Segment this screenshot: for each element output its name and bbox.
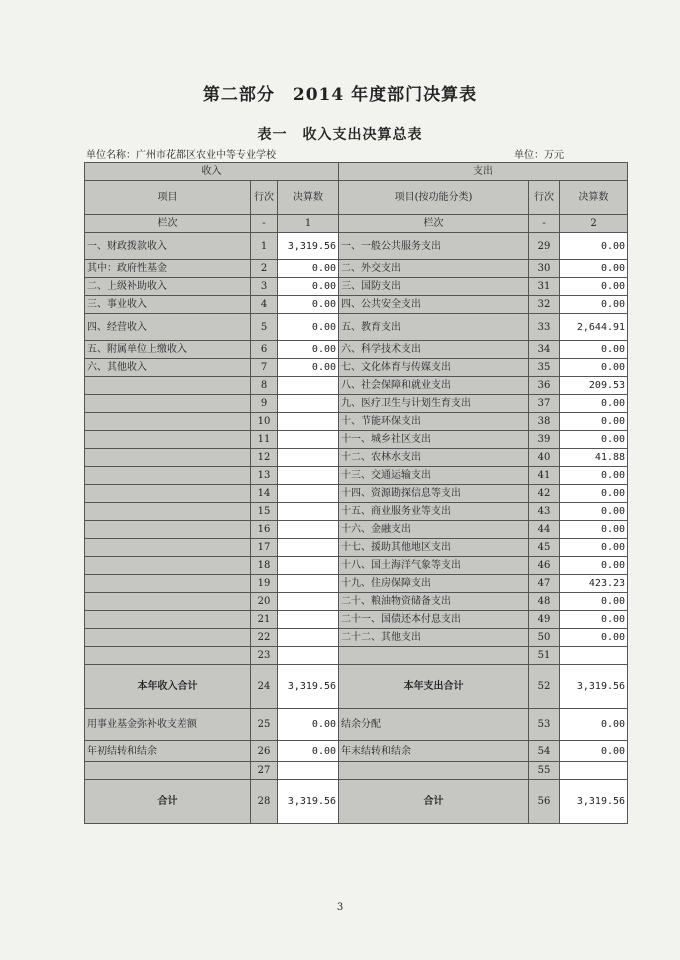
surplus-distribution-value: 0.00 [560,709,628,741]
grand-total-income-value: 3,319.56 [278,780,339,824]
header-row-col-labels [85,215,628,233]
income-item [85,449,251,467]
expense-item [339,647,529,665]
expense-value: 2,644.91 [560,314,628,341]
income-row-no: 14 [251,485,278,503]
blank-row-27 [85,762,628,780]
expense-item: 二、外交支出 [339,260,529,278]
row-no-54: 54 [529,741,560,762]
income-value: 0.00 [278,341,339,359]
expense-row-no: 32 [529,296,560,314]
expense-item: 二十、粮油物资储备支出 [339,593,529,611]
expense-row-no: 51 [529,647,560,665]
year-income-total-label: 本年收入合计 [85,665,251,709]
income-row-no: 1 [251,233,278,260]
expense-value: 0.00 [560,413,628,431]
expense-value: 41.88 [560,449,628,467]
income-amount-header: 决算数 [278,181,339,215]
table-row [85,377,628,395]
expense-value [560,647,628,665]
expense-item: 二十二、其他支出 [339,629,529,647]
income-row-no: 2 [251,260,278,278]
total-row-year [85,665,628,709]
table-title: 表一 收入支出决算总表 [257,127,423,143]
fund-offset-row [85,709,628,741]
expense-item: 十五、商业服务业等支出 [339,503,529,521]
expense-row-no: 47 [529,575,560,593]
income-item: 五、附属单位上缴收入 [85,341,251,359]
expense-item: 十三、交通运输支出 [339,467,529,485]
table-row [85,413,628,431]
income-value [278,377,339,395]
income-item [85,647,251,665]
income-item [85,377,251,395]
expense-value: 0.00 [560,611,628,629]
income-value [278,485,339,503]
income-row-no: 7 [251,359,278,377]
table-row [85,278,628,296]
year-expense-total-value: 3,319.56 [560,665,628,709]
income-header: 收入 [85,163,339,181]
table-row [85,260,628,278]
expense-item: 十二、农林水支出 [339,449,529,467]
table-row [85,485,628,503]
income-row-no: 20 [251,593,278,611]
expense-value: 0.00 [560,629,628,647]
expense-row-no: 48 [529,593,560,611]
expense-value: 0.00 [560,485,628,503]
row-no-56: 56 [529,780,560,824]
income-item [85,539,251,557]
expense-row-no: 35 [529,359,560,377]
table-row [85,647,628,665]
unit-line [86,146,626,160]
expense-col-number: 2 [560,215,628,233]
table-row [85,467,628,485]
table-row [85,431,628,449]
expense-row-no: 31 [529,278,560,296]
expense-item: 十八、国土海洋气象等支出 [339,557,529,575]
expense-row-no: 30 [529,260,560,278]
row-no-24: 24 [251,665,278,709]
blank-value [560,762,628,780]
income-expense-table [84,162,628,824]
income-item [85,413,251,431]
income-item [85,395,251,413]
fund-offset-label: 用事业基金弥补收支差额 [85,709,251,741]
expense-col-label: 栏次 [339,215,529,233]
expense-value: 0.00 [560,359,628,377]
table-row [85,296,628,314]
income-value [278,539,339,557]
table-row [85,359,628,377]
income-item: 四、经营收入 [85,314,251,341]
table-row [85,503,628,521]
income-value: 0.00 [278,296,339,314]
expense-col-dash: - [529,215,560,233]
expense-value: 0.00 [560,593,628,611]
income-item: 一、财政拨款收入 [85,233,251,260]
income-value: 0.00 [278,359,339,377]
income-row-no: 3 [251,278,278,296]
income-item: 其中：政府性基金 [85,260,251,278]
income-row-no: 13 [251,467,278,485]
income-item [85,557,251,575]
begin-carry-label: 年初结转和结余 [85,741,251,762]
table-row [85,233,628,260]
expense-item: 十一、城乡社区支出 [339,431,529,449]
table-row [85,593,628,611]
carry-over-row [85,741,628,762]
table-row [85,341,628,359]
expense-item: 十九、住房保障支出 [339,575,529,593]
expense-item: 六、科学技术支出 [339,341,529,359]
income-value: 3,319.56 [278,233,339,260]
expense-row-no: 29 [529,233,560,260]
expense-item: 十、节能环保支出 [339,413,529,431]
income-item [85,485,251,503]
header-row-columns [85,181,628,215]
income-row-no: 16 [251,521,278,539]
expense-row-no: 39 [529,431,560,449]
income-row-no: 18 [251,557,278,575]
expense-row-no: 50 [529,629,560,647]
income-item: 六、其他收入 [85,359,251,377]
expense-item-header: 项目(按功能分类) [339,181,529,215]
income-value [278,431,339,449]
income-col-label: 栏次 [85,215,251,233]
expense-row-no: 33 [529,314,560,341]
expense-row-no: 42 [529,485,560,503]
end-carry-label: 年末结转和结余 [339,741,529,762]
expense-header: 支出 [339,163,628,181]
income-col-dash: - [251,215,278,233]
table-row [85,575,628,593]
income-value [278,503,339,521]
income-value [278,557,339,575]
unit-label: 单位：万元 [514,150,564,161]
income-item [85,575,251,593]
expense-value: 0.00 [560,260,628,278]
expense-item: 五、教育支出 [339,314,529,341]
income-row-no: 5 [251,314,278,341]
expense-row-no: 49 [529,611,560,629]
income-row-no: 17 [251,539,278,557]
expense-item: 一、一般公共服务支出 [339,233,529,260]
income-value [278,575,339,593]
expense-value: 0.00 [560,539,628,557]
expense-value: 0.00 [560,557,628,575]
income-item [85,521,251,539]
row-no-55: 55 [529,762,560,780]
end-carry-value: 0.00 [560,741,628,762]
expense-row-no: 44 [529,521,560,539]
expense-value: 0.00 [560,296,628,314]
table-row [85,629,628,647]
year-income-total-value: 3,319.56 [278,665,339,709]
table-row [85,539,628,557]
table-row [85,449,628,467]
page-number: 3 [336,902,344,913]
expense-row-no: 46 [529,557,560,575]
income-item: 二、上级补助收入 [85,278,251,296]
income-value [278,449,339,467]
grand-total-expense-label: 合计 [339,780,529,824]
year-expense-total-label: 本年支出合计 [339,665,529,709]
row-no-52: 52 [529,665,560,709]
page-title: 第二部分 2014 年度部门决算表 [202,85,478,105]
income-item [85,629,251,647]
expense-amount-header: 决算数 [560,181,628,215]
expense-row-no: 34 [529,341,560,359]
income-row-no: 23 [251,647,278,665]
income-item [85,467,251,485]
income-value [278,467,339,485]
expense-value: 0.00 [560,341,628,359]
income-value [278,647,339,665]
table-row [85,521,628,539]
income-row-no: 22 [251,629,278,647]
income-row-no-header: 行次 [251,181,278,215]
table-row [85,557,628,575]
fund-offset-value: 0.00 [278,709,339,741]
blank-cell [85,762,251,780]
income-value [278,521,339,539]
grand-total-expense-value: 3,319.56 [560,780,628,824]
expense-value: 423.23 [560,575,628,593]
expense-value: 0.00 [560,278,628,296]
income-value: 0.00 [278,314,339,341]
income-item [85,431,251,449]
blank-cell [339,762,529,780]
expense-row-no: 41 [529,467,560,485]
expense-value: 0.00 [560,467,628,485]
income-item-header: 项目 [85,181,251,215]
income-value [278,593,339,611]
unit-name: 单位名称：广州市花都区农业中等专业学校 [86,150,276,161]
expense-row-no: 36 [529,377,560,395]
expense-value: 209.53 [560,377,628,395]
income-row-no: 4 [251,296,278,314]
expense-item: 十六、金融支出 [339,521,529,539]
income-value [278,629,339,647]
row-no-26: 26 [251,741,278,762]
income-item [85,611,251,629]
income-row-no: 10 [251,413,278,431]
row-no-28: 28 [251,780,278,824]
expense-value: 0.00 [560,431,628,449]
expense-value: 0.00 [560,503,628,521]
income-value: 0.00 [278,278,339,296]
income-value [278,395,339,413]
income-row-no: 6 [251,341,278,359]
expense-row-no: 43 [529,503,560,521]
expense-value: 0.00 [560,395,628,413]
income-value [278,413,339,431]
income-value [278,611,339,629]
expense-row-no-header: 行次 [529,181,560,215]
income-row-no: 19 [251,575,278,593]
expense-item: 四、公共安全支出 [339,296,529,314]
row-no-27: 27 [251,762,278,780]
income-row-no: 12 [251,449,278,467]
income-value: 0.00 [278,260,339,278]
row-no-25: 25 [251,709,278,741]
grand-total-row [85,780,628,824]
income-item: 三、事业收入 [85,296,251,314]
expense-item: 十四、资源勘探信息等支出 [339,485,529,503]
income-row-no: 15 [251,503,278,521]
expense-item: 七、文化体育与传媒支出 [339,359,529,377]
grand-total-income-label: 合计 [85,780,251,824]
income-item [85,593,251,611]
expense-item: 二十一、国债还本付息支出 [339,611,529,629]
expense-item: 八、社会保障和就业支出 [339,377,529,395]
header-row-sections [85,163,628,181]
income-col-number: 1 [278,215,339,233]
income-row-no: 21 [251,611,278,629]
expense-row-no: 45 [529,539,560,557]
income-item [85,503,251,521]
begin-carry-value: 0.00 [278,741,339,762]
surplus-distribution-label: 结余分配 [339,709,529,741]
expense-row-no: 38 [529,413,560,431]
blank-value [278,762,339,780]
expense-row-no: 40 [529,449,560,467]
table-row [85,314,628,341]
income-row-no: 9 [251,395,278,413]
expense-value: 0.00 [560,233,628,260]
expense-item: 十七、援助其他地区支出 [339,539,529,557]
row-no-53: 53 [529,709,560,741]
income-row-no: 8 [251,377,278,395]
expense-row-no: 37 [529,395,560,413]
table-row [85,395,628,413]
expense-item: 九、医疗卫生与计划生育支出 [339,395,529,413]
expense-value: 0.00 [560,521,628,539]
expense-item: 三、国防支出 [339,278,529,296]
income-row-no: 11 [251,431,278,449]
table-row [85,611,628,629]
